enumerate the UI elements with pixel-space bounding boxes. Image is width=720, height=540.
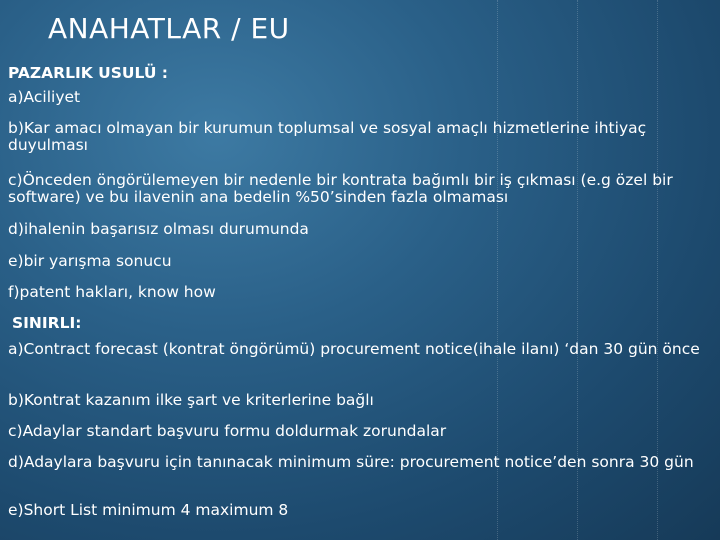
list-item: e)Short List minimum 4 maximum 8 xyxy=(8,501,289,519)
list-item: d)ihalenin başarısız olması durumunda xyxy=(8,220,309,238)
list-item: c)Adaylar standart başvuru formu doldurmak zorundalar xyxy=(8,422,447,440)
list-item: a)Aciliyet xyxy=(8,88,81,106)
sinirli-heading: SINIRLI: xyxy=(12,314,82,332)
pazarlik-heading: PAZARLIK USULÜ : xyxy=(8,64,168,82)
list-item: b)Kontrat kazanım ilke şart ve kriterlerine bağlı xyxy=(8,391,374,409)
list-item: a)Contract forecast (kontrat öngörümü) procurement notice(ihale ilanı) ‘dan 30 gün önce xyxy=(8,340,700,358)
list-item: d)Adaylara başvuru için tanınacak minimum süre: procurement notice’den sonra 30 gün xyxy=(8,453,694,471)
slide-title: ANAHATLAR / EU xyxy=(48,12,290,45)
list-item: e)bir yarışma sonucu xyxy=(8,252,172,270)
list-item: f)patent hakları, know how xyxy=(8,283,216,301)
list-item: c)Önceden öngörülemeyen bir nedenle bir kontrata bağımlı bir iş çıkması (e.g özel bir software) ve bu ilavenin ana bedelin %50’sinden fazla olmaması xyxy=(8,171,673,206)
list-item: b)Kar amacı olmayan bir kurumun toplumsal ve sosyal amaçlı hizmetlerine ihtiyaç duyulması xyxy=(8,119,647,154)
